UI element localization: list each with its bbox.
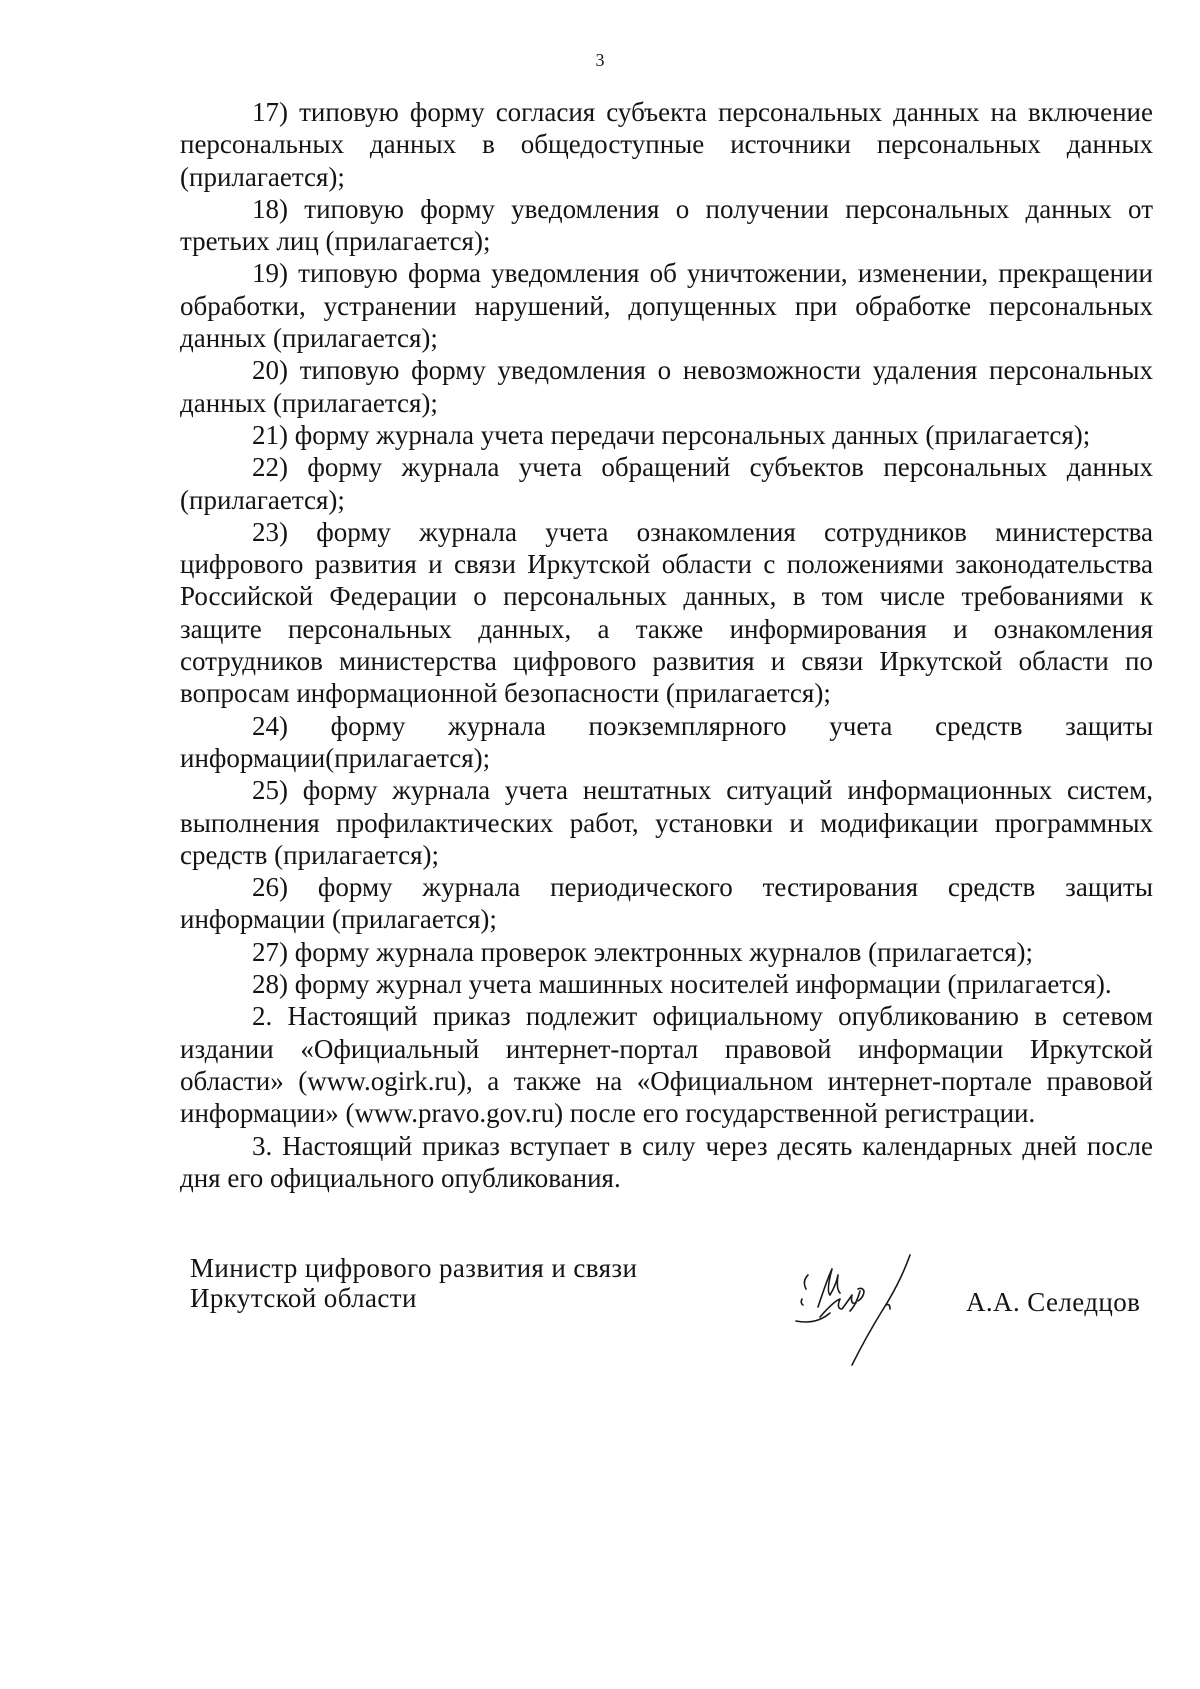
- paragraph-item-28: 28) форму журнал учета машинных носителей информации (прилагается).: [252, 969, 1112, 1000]
- paragraph-item-17: 17) типовую форму согласия субъекта персональных данных на включение персональных данных в общедоступные источники персональных данных (прилагается);: [180, 97, 1153, 192]
- document-body: [180, 96, 1153, 1194]
- signatory-title: [190, 1253, 710, 1313]
- signatory-title-line2: Иркутской области: [190, 1283, 417, 1313]
- page-number: 3: [595, 50, 605, 70]
- paragraph-item-24: 24) форму журнала поэкземплярного учета средств защиты информации(прилагается);: [180, 710, 1153, 773]
- paragraph-item-20: 20) типовую форму уведомления о невозможности удаления персональных данных (прилагается);: [180, 355, 1153, 418]
- paragraph-item-25: 25) форму журнала учета нештатных ситуаций информационных систем, выполнения профилактических работ, установки и модификации программных средств (прилагается);: [180, 775, 1153, 870]
- paragraph-effective-date: 3. Настоящий приказ вступает в силу через десять календарных дней после дня его официального опубликования.: [180, 1130, 1153, 1193]
- paragraph-item-23: 23) форму журнала учета ознакомления сотрудников министерства цифрового развития и связи Иркутской области с положениями законодательства Российской Федерации о персональных данных, в том числе требованиями к защите персональных данных, а также информирования и ознакомления сотрудников министерства цифрового развития и связи Иркутской области по вопросам информационной безопасности (прилагается);: [180, 516, 1153, 709]
- paragraph-item-26: 26) форму журнала периодического тестирования средств защиты информации (прилагается);: [180, 872, 1153, 935]
- paragraph-publication: 2. Настоящий приказ подлежит официальному опубликованию в сетевом издании «Официальный интернет-портал правовой информации Иркутской области» (www.ogirk.ru), а также на «Официальном интернет-портале правовой информации» (www.pravo.gov.ru) после его государственной регистрации.: [180, 1001, 1153, 1129]
- paragraph-item-27: 27) форму журнала проверок электронных журналов (прилагается);: [252, 936, 1034, 967]
- signatory-name: А.А. Селедцов: [966, 1287, 1141, 1317]
- paragraph-item-19: 19) типовую форма уведомления об уничтожении, изменении, прекращении обработки, устранении нарушений, допущенных при обработке персональных данных (прилагается);: [180, 258, 1153, 354]
- handwritten-signature: [790, 1245, 950, 1385]
- paragraph-item-22: 22) форму журнала учета обращений субъектов персональных данных (прилагается);: [180, 452, 1153, 515]
- paragraph-item-21: 21) форму журнала учета передачи персональных данных (прилагается);: [252, 419, 1091, 450]
- paragraph-item-18: 18) типовую форму уведомления о получении персональных данных от третьих лиц (прилагается);: [180, 193, 1153, 257]
- signatory-title-line1: Министр цифрового развития и связи: [190, 1253, 638, 1283]
